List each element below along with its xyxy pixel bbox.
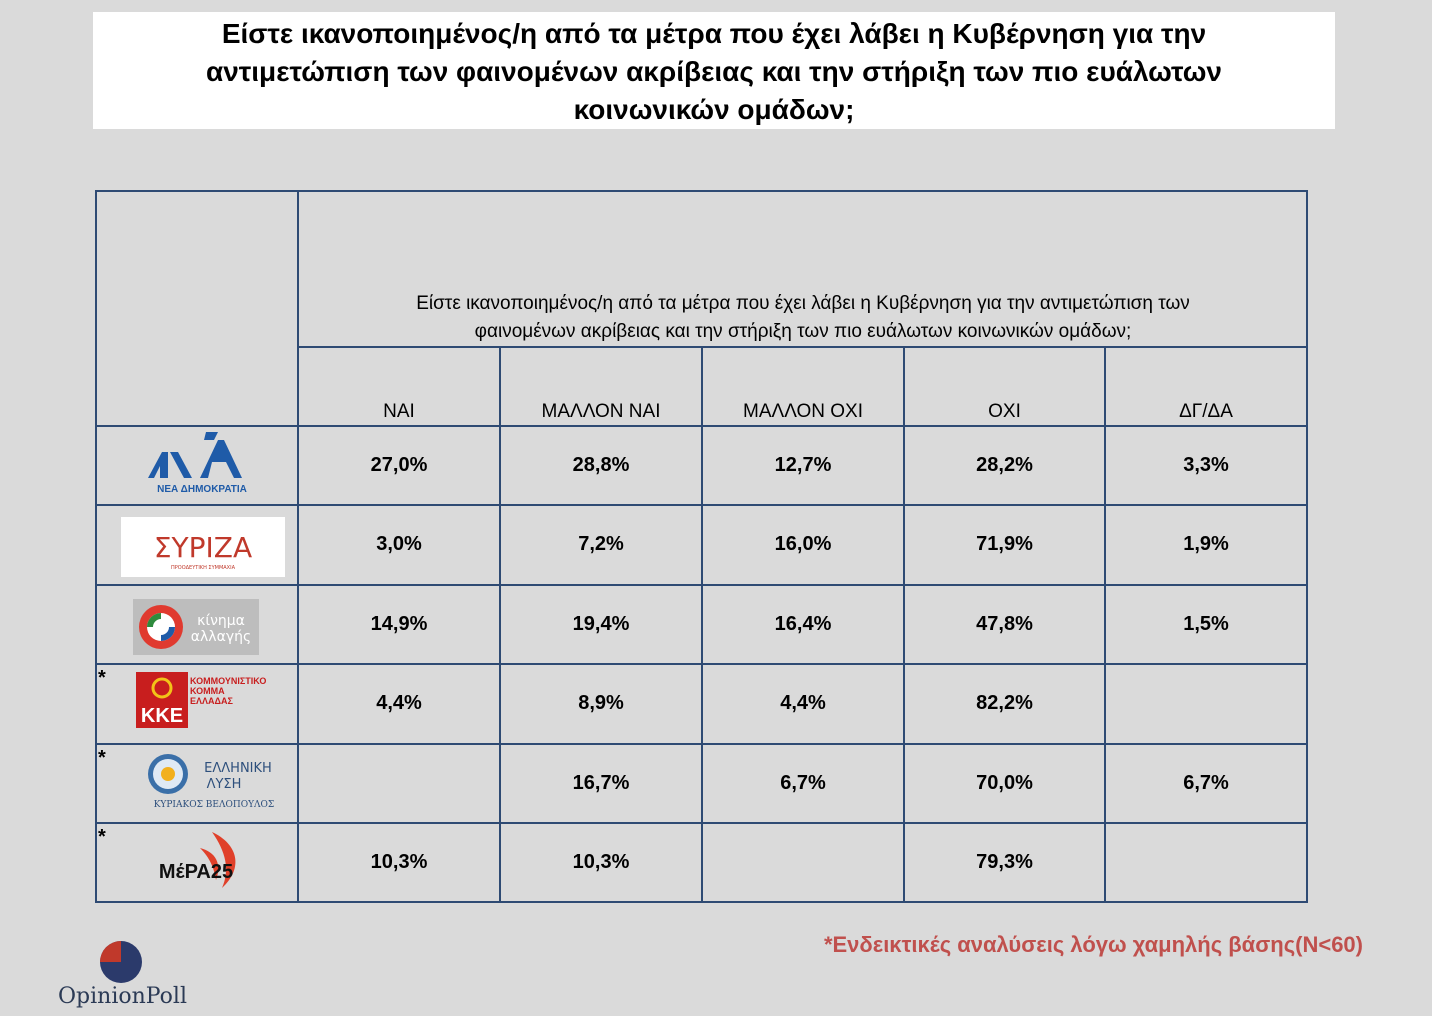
nd-logo-shape (148, 452, 168, 478)
value-cell: 6,7% (1183, 772, 1229, 794)
column-header-dk-na: ΔΓ/ΔΑ (1179, 401, 1233, 422)
column-header-rather-no: ΜΑΛΛΟΝ ΟΧΙ (743, 401, 863, 422)
value-cell: 71,9% (976, 533, 1033, 555)
title-line: Είστε ικανοποιημένος/η από τα μέτρα που έχει λάβει η Κυβέρνηση για την (221, 18, 1207, 49)
value-cell: 8,9% (578, 692, 624, 714)
value-cell: 1,5% (1183, 613, 1229, 635)
value-cell: 79,3% (976, 851, 1033, 873)
elliniki-lysi-logo (140, 752, 290, 812)
value-cell: 28,8% (572, 454, 630, 476)
value-cell: 1,9% (1183, 533, 1229, 555)
lysi-logo-subtext: ΚΥΡΙΑΚΟΣ ΒΕΛΟΠΟΥΛΟΣ (153, 800, 275, 810)
column-header-rather-yes: ΜΑΛΛΟΝ ΝΑΙ (541, 401, 661, 422)
value-cell: 12,7% (774, 454, 832, 476)
question-header (300, 290, 1306, 346)
page-title (93, 15, 1335, 129)
mera25-logo-text: ΜέΡΑ25 (158, 861, 234, 883)
lysi-logo-text: ΛΥΣΗ (206, 777, 242, 792)
kke-logo-subtext: ΚΟΜΜΑ (190, 686, 225, 696)
value-cell: 47,8% (976, 613, 1033, 635)
title-box (93, 12, 1335, 129)
brand-name: OpinionPoll (58, 984, 188, 1009)
mera25-logo (160, 826, 246, 892)
grid-line (297, 346, 1308, 348)
value-cell: 14,9% (370, 613, 428, 635)
value-cell: 6,7% (780, 772, 826, 794)
syriza-logo (121, 517, 285, 577)
value-cell: 10,3% (370, 851, 428, 873)
nd-logo (140, 428, 265, 498)
kke-logo-subtext: ΕΛΛΑΔΑΣ (190, 696, 233, 706)
column-header-yes: ΝΑΙ (383, 401, 415, 422)
value-cell: 19,4% (572, 613, 630, 635)
question-line: φαινομένων ακρίβειας και την στήριξη των πιο ευάλωτων κοινωνικών ομάδων; (474, 321, 1132, 342)
value-cell: 3,0% (376, 533, 422, 555)
value-cell: 16,7% (572, 772, 630, 794)
value-cell (299, 745, 499, 822)
opinionpoll-logo-arc (100, 941, 121, 962)
kinal-logo (133, 599, 259, 655)
footnote: *Ενδεικτικές αναλύσεις λόγω χαμηλής βάσης(Ν<60) (823, 932, 1363, 957)
value-cell: 16,0% (774, 533, 832, 555)
value-cell: 70,0% (976, 772, 1033, 794)
value-cell (703, 824, 903, 901)
title-line: κοινωνικών ομάδων; (573, 94, 855, 125)
nd-logo-text: ΝΕΑ ΔΗΜΟΚΡΑΤΙΑ (157, 484, 247, 495)
kinal-logo-text: αλλαγής (190, 629, 252, 645)
value-cell: 4,4% (780, 692, 826, 714)
nd-logo-shape (200, 440, 242, 478)
value-cell: 7,2% (578, 533, 624, 555)
value-cell: 10,3% (572, 851, 630, 873)
title-line: αντιμετώπιση των φαινομένων ακρίβειας και την στήριξη των πιο ευάλωτων (206, 56, 1222, 87)
column-header-no: ΟΧΙ (988, 401, 1021, 422)
value-cell: 27,0% (370, 454, 428, 476)
value-cell: 16,4% (774, 613, 832, 635)
kke-logo (136, 672, 267, 728)
question-line: Είστε ικανοποιημένος/η από τα μέτρα που έχει λάβει η Κυβέρνηση για την αντιμετώπιση των (416, 293, 1190, 314)
nd-logo-shape (204, 432, 218, 440)
lysi-logo-text: ΕΛΛΗΝΙΚΗ (204, 761, 272, 776)
low-base-star: * (98, 826, 106, 848)
value-cell: 82,2% (976, 692, 1033, 714)
syriza-logo-text: ΣΥΡΙΖΑ (153, 531, 253, 564)
kke-logo-subtext: ΚΟΜΜΟΥΝΙΣΤΙΚΟ (190, 676, 267, 686)
low-base-star: * (98, 667, 106, 689)
nd-logo-shape (170, 452, 192, 478)
syriza-logo-subtext: ΠΡΟΟΔΕΥΤΙΚΗ ΣΥΜΜΑΧΙΑ (170, 565, 236, 571)
value-cell: 28,2% (976, 454, 1033, 476)
kke-logo-text: ΚΚΕ (140, 705, 184, 727)
lysi-logo-circle (161, 767, 175, 781)
kinal-logo-text: κίνημα (197, 613, 245, 629)
value-cell: 4,4% (376, 692, 422, 714)
value-cell (1106, 824, 1306, 901)
value-cell: 3,3% (1183, 454, 1229, 476)
value-cell (1106, 665, 1306, 742)
low-base-star: * (98, 747, 106, 769)
